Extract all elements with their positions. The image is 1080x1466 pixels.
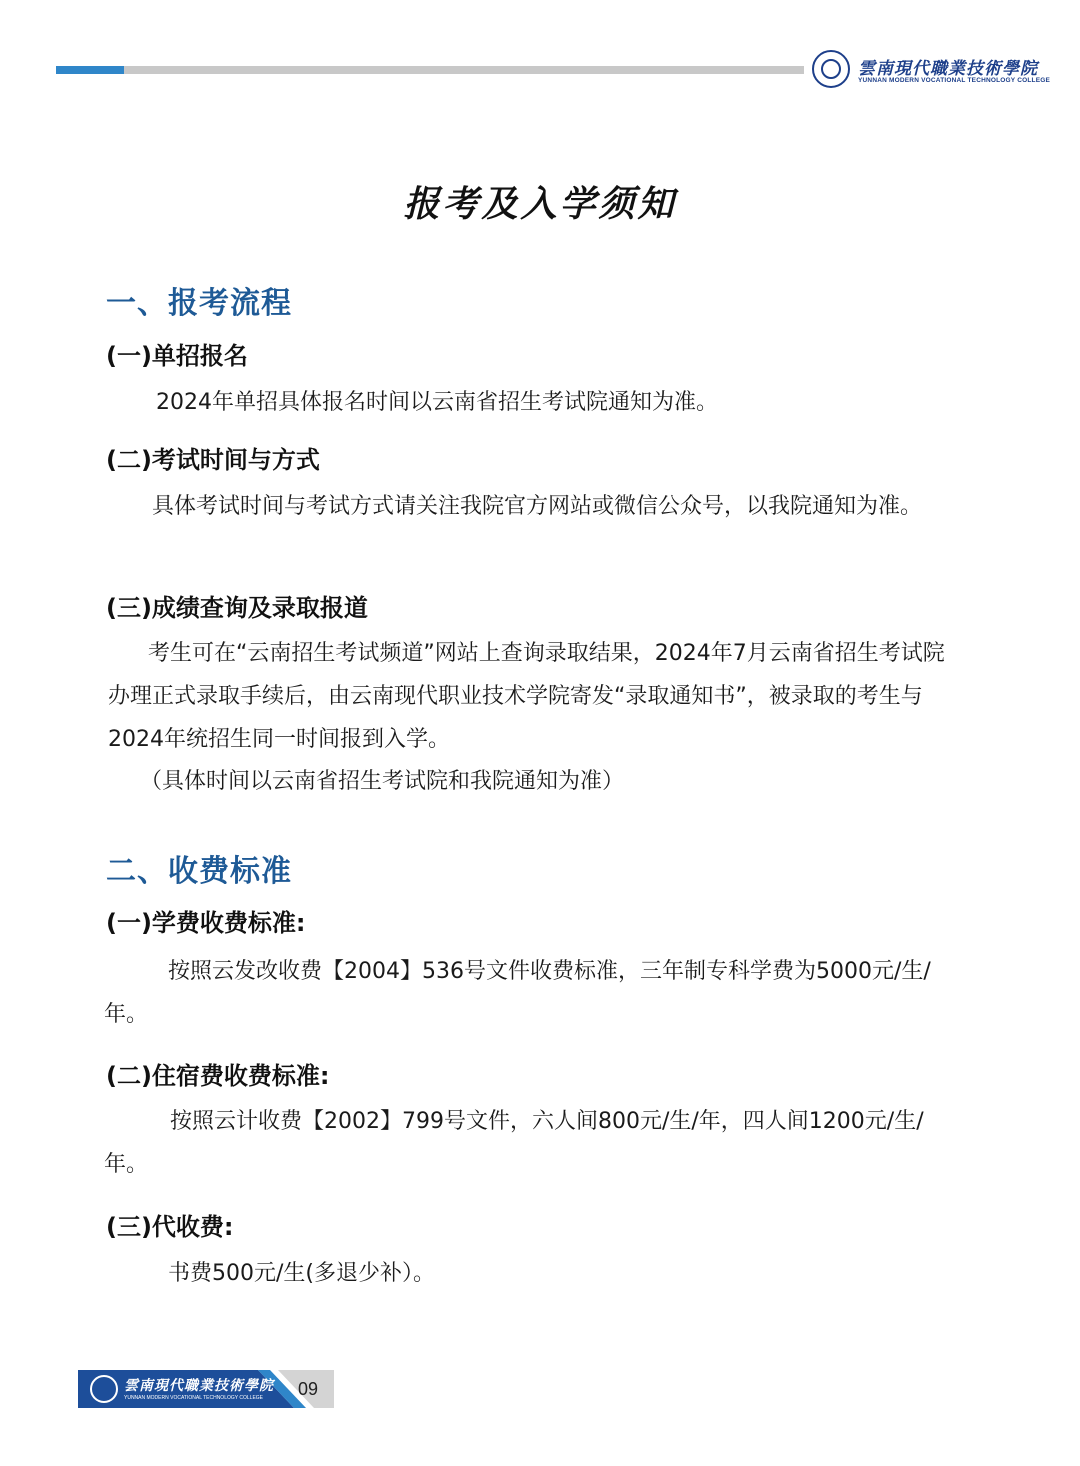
header-logo-name: 雲南現代職業技術學院 (858, 59, 1038, 79)
header-logo (812, 50, 1051, 92)
header-logo-english: YUNNAN MODERN VOCATIONAL TECHNOLOGY COLLEGE (858, 77, 1051, 84)
paragraph-results: 考生可在“云南招生考试频道”网站上查询录取结果，2024年7月云南省招生考试院办理正式录取手续后，由云南现代职业技术学院寄发“录取通知书”，被录取的考生与2024年统招生同一时间报到入学。 (108, 641, 945, 752)
paragraph-exam-time: 具体考试时间与考试方式请关注我院官方网站或微信公众号，以我院通知为准。 (152, 494, 923, 519)
paragraph-tuition: 按照云发改收费【2004】536号文件收费标准，三年制专科学费为5000元/生/年。 (104, 959, 931, 1027)
subheading-exam-time: (二)考试时间与方式 (106, 446, 320, 474)
paragraph-results-note: （具体时间以云南省招生考试院和我院通知为准） (140, 769, 625, 794)
footer-seal-icon (90, 1375, 118, 1403)
subheading-other-fees: (三)代收费: (106, 1213, 234, 1241)
paragraph-registration: 2024年单招具体报名时间以云南省招生考试院通知为准。 (156, 390, 718, 415)
footer-logo-name: 雲南現代職業技術學院 (124, 1378, 274, 1394)
subheading-accommodation: (二)住宿费收费标准: (106, 1062, 330, 1090)
paragraph-other-fees: 书费500元/生(多退少补）。 (168, 1261, 435, 1286)
section-heading-process: 一、报考流程 (106, 286, 292, 321)
page-title: 报考及入学须知 (403, 184, 677, 225)
page-number: 09 (298, 1379, 319, 1399)
paragraph-accommodation: 按照云计收费【2002】799号文件，六人间800元/生/年，四人间1200元/生/年。 (104, 1109, 924, 1177)
footer-logo-english: YUNNAN MODERN VOCATIONAL TECHNOLOGY COLLEGE (124, 1395, 264, 1401)
header-rule (124, 66, 804, 74)
subheading-results: (三)成绩查询及录取报道 (106, 594, 368, 622)
header-accent-bar (56, 66, 124, 74)
section-heading-fees: 二、收费标准 (106, 854, 292, 889)
footer-banner (78, 1370, 338, 1408)
subheading-registration: (一)单招报名 (106, 342, 248, 370)
subheading-tuition: (一)学费收费标准: (106, 909, 306, 937)
college-seal-icon (812, 50, 850, 88)
